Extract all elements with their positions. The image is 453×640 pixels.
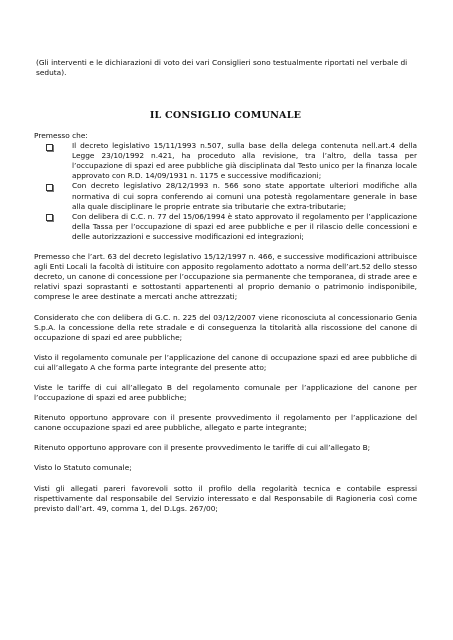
list-item-text: Con decreto legislativo 28/12/1993 n. 566 sono state apportate ulteriori modifiche alla normativa di cui sopra conferendo ai comuni una potestà regolamentare generale in base alla quale disciplinare le proprie entrate sia tributarie che extra-tributarie; — [72, 181, 417, 211]
square-bullet-icon — [46, 144, 53, 151]
section-title: IL CONSIGLIO COMUNALE — [149, 110, 302, 121]
paragraph-considerato: Considerato che con delibera di G.C. n. 225 del 03/12/2007 viene riconosciuta al concessionario Genia S.p.A. la concessione della rete stradale e di conseguenza la titolarità alla riscossione del canone di occupazione di spazi ed aree pubbliche; — [34, 312, 417, 342]
list-item-text: Il decreto legislativo 15/11/1993 n.507, sulla base della delega contenuta nell.art.4 della Legge 23/10/1992 n.421, ha proceduto alla revisione, tra l’altro, della tassa per l’occupazione di spazi ed aree pubbliche già disciplinata dal Testo unico per la finanza locale approvato con R.D. 14/09/1931 n. 1175 e successive modificazioni; — [72, 141, 417, 181]
paragraph-ritenuto-regolamento: Ritenuto opportuno approvare con il presente provvedimento il regolamento per l’applicazione del canone occupazione spazi ed aree pubbliche, allegato e parte integrante; — [34, 413, 417, 433]
premesso-list — [34, 141, 417, 242]
list-item-text: Con delibera di C.C. n. 77 del 15/06/1994 è stato approvato il regolamento per l’applicazione della Tassa per l’occupazione di spazi ed aree pubbliche e per il rilascio delle concessioni e delle autorizzazioni e successive modificazioni ed integrazioni; — [72, 211, 417, 241]
paragraph-viste-tariffe: Viste le tariffe di cui all’allegato B del regolamento comunale per l’applicazione del canone per l’occupazione di spazi ed aree pubbliche; — [34, 382, 417, 403]
square-bullet-icon — [46, 214, 53, 221]
list-item — [34, 212, 417, 242]
square-bullet-icon — [46, 184, 53, 191]
list-item — [34, 181, 417, 211]
list-item — [34, 141, 417, 181]
paragraph-visto-regolamento: Visto il regolamento comunale per l’applicazione del canone di occupazione spazi ed aree pubbliche di cui all’allegato A che forma parte integrante del presente atto; — [34, 352, 417, 372]
paragraph-visto-statuto: Visto lo Statuto comunale; — [34, 463, 132, 473]
paragraph-ritenuto-tariffe: Ritenuto opportuno approvare con il presente provvedimento le tariffe di cui all’allegato B; — [34, 443, 371, 453]
paragraph-visti-pareri: Visti gli allegati pareri favorevoli sotto il profilo della regolarità tecnica e contabile espressi rispettivamente dal responsabile del Servizio interessato e dal Responsabile di Ragioneria così come previsto dall’art. 49, comma 1, del D.Lgs. 267/00; — [34, 483, 417, 513]
paragraph-premesso-art63: Premesso che l’art. 63 del decreto legislativo 15/12/1997 n. 466, e successive modificazioni attribuisce agli Enti Locali la facoltà di istituire con apposito regolamento adottato a norma dell’art.52 dello stesso decreto, un canone di concessione per l’occupazione sia permanente che temporanea, di strade aree e relativi spazi soprastanti e sottostanti appartenenti al proprio demanio o patrimonio indisponibile, comprese le aree destinate a mercati anche attrezzati; — [34, 252, 417, 302]
premesso-heading: Premesso che: — [34, 131, 88, 140]
intro-note: (Gli interventi e le dichiarazioni di voto dei vari Consiglieri sono testualmente riportati nel verbale di seduta). — [36, 58, 408, 77]
document-page — [34, 58, 417, 514]
